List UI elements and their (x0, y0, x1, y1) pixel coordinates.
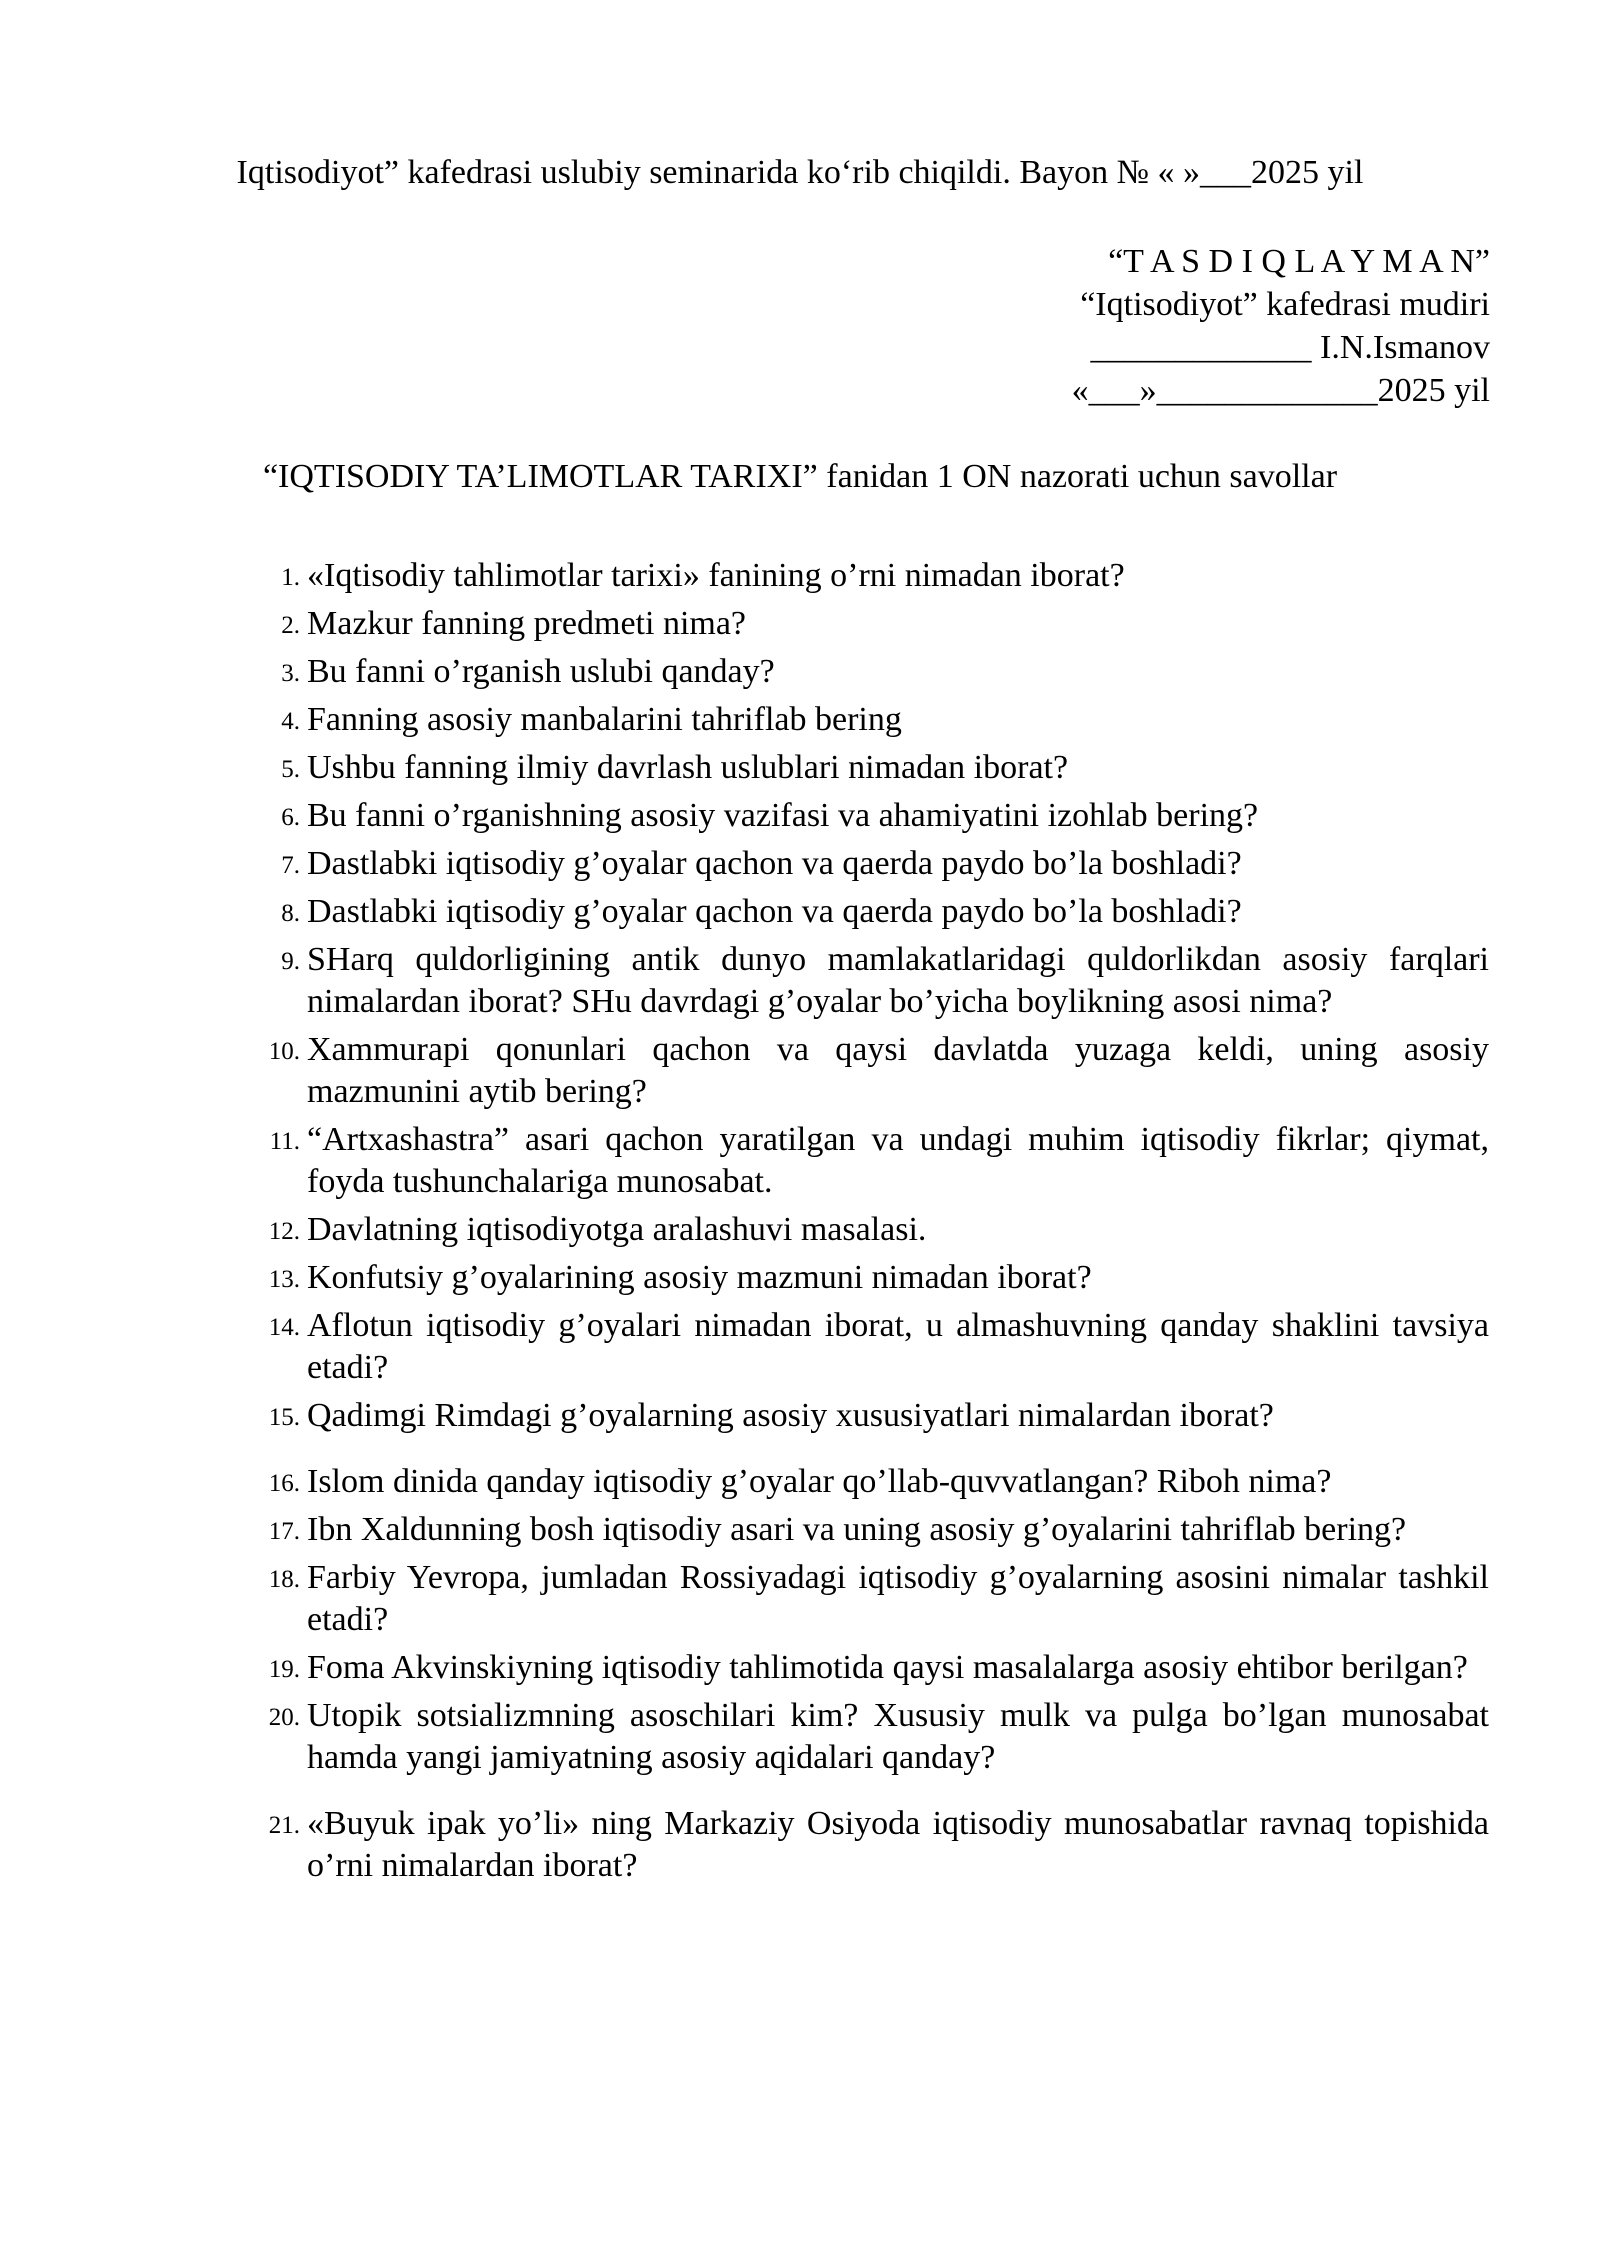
question-item (268, 1029, 1489, 1113)
question-number: 8. (281, 900, 300, 927)
question-text: Qadimgi Rimdagi g’oyalarning asosiy xususiyatlari nimalardan iborat? (307, 1397, 1274, 1434)
approval-position: “Iqtisodiyot” kafedrasi mudiri (1080, 286, 1490, 323)
question-number: 21. (268, 1812, 300, 1839)
question-text: «Iqtisodiy tahlimotlar tarixi» fanining o’rni nimadan iborat? (307, 557, 1125, 594)
question-number: 20. (268, 1704, 300, 1731)
question-number: 10. (268, 1038, 300, 1065)
question-number: 19. (268, 1656, 300, 1683)
question-number: 18. (268, 1566, 300, 1593)
question-item (268, 1209, 1489, 1251)
question-text: «Buyuk ipak yo’li» ning Markaziy Osiyoda iqtisodiy munosabatlar ravnaq topishida o’rni nimalardan iborat? (307, 1805, 1489, 1884)
question-number: 12. (268, 1218, 300, 1245)
question-number: 15. (268, 1404, 300, 1431)
question-item (268, 1461, 1489, 1503)
approval-signature: _____________ I.N.Ismanov (1090, 329, 1490, 366)
question-number: 13. (268, 1266, 300, 1293)
question-item (268, 1257, 1489, 1299)
question-text: Islom dinida qanday iqtisodiy g’oyalar qo’llab-quvvatlangan? Riboh nima? (307, 1463, 1332, 1500)
question-item (281, 699, 1489, 741)
question-text: Bu fanni o’rganish uslubi qanday? (307, 653, 775, 690)
question-item (268, 1395, 1489, 1437)
question-text: Ushbu fanning ilmiy davrlash uslublari nimadan iborat? (307, 749, 1069, 786)
question-item (281, 555, 1489, 597)
question-item (281, 651, 1489, 693)
question-number: 7. (281, 852, 300, 879)
question-item (268, 1803, 1489, 1887)
question-number: 5. (281, 756, 300, 783)
question-text: Ibn Xaldunning bosh iqtisodiy asari va uning asosiy g’oyalarini tahriflab bering? (307, 1511, 1407, 1548)
question-number: 4. (281, 708, 300, 735)
question-item (281, 747, 1489, 789)
question-text: Mazkur fanning predmeti nima? (307, 605, 747, 642)
question-text: Bu fanni o’rganishning asosiy vazifasi va ahamiyatini izohlab bering? (307, 797, 1259, 834)
question-item (268, 1647, 1489, 1689)
question-item (281, 891, 1489, 933)
question-number: 14. (268, 1314, 300, 1341)
question-item (268, 1305, 1489, 1389)
question-text: Konfutsiy g’oyalarining asosiy mazmuni nimadan iborat? (307, 1259, 1092, 1296)
question-item (281, 603, 1489, 645)
question-number: 16. (268, 1470, 300, 1497)
question-text: Aflotun iqtisodiy g’oyalari nimadan iborat, u almashuvning qanday shaklini tavsiya etadi? (307, 1307, 1489, 1386)
question-number: 17. (268, 1518, 300, 1545)
question-item (281, 795, 1489, 837)
question-text: “Artxashastra” asari qachon yaratilgan va undagi muhim iqtisodiy fikrlar; qiymat, foyda tushunchalariga munosabat. (307, 1121, 1489, 1200)
approval-block (1072, 240, 1490, 412)
approval-date: «___»_____________2025 yil (1071, 372, 1490, 409)
approval-title: “T A S D I Q L A Y M A N” (1108, 243, 1490, 280)
question-text: Fanning asosiy manbalarini tahriflab bering (307, 701, 902, 738)
document-title: “IQTISODIY TA’LIMOTLAR TARIXI” fanidan 1 ON nazorati uchun savollar (262, 458, 1338, 495)
question-text: Davlatning iqtisodiyotga aralashuvi masalasi. (307, 1211, 927, 1248)
question-number: 6. (281, 804, 300, 831)
question-text: SHarq quldorligining antik dunyo mamlakatlaridagi quldorlikdan asosiy farqlari nimalardan iborat? SHu davrdagi g’oyalar bo’yicha boylikning asosi nima? (307, 941, 1489, 1020)
question-number: 1. (281, 564, 300, 591)
question-number: 2. (281, 612, 300, 639)
question-number: 3. (281, 660, 300, 687)
questions-list (0, 555, 1600, 1893)
question-item (268, 1509, 1489, 1551)
question-number: 11. (269, 1128, 300, 1155)
question-item (268, 1557, 1489, 1641)
question-text: Farbiy Yevropa, jumladan Rossiyadagi iqtisodiy g’oyalarning asosini nimalar tashkil etadi? (307, 1559, 1489, 1638)
question-text: Xammurapi qonunlari qachon va qaysi davlatda yuzaga keldi, uning asosiy mazmunini aytib bering? (307, 1031, 1489, 1110)
question-text: Dastlabki iqtisodiy g’oyalar qachon va qaerda paydo bo’la boshladi? (307, 893, 1242, 930)
seminar-review-line: Iqtisodiyot” kafedrasi uslubiy seminarida ko‘rib chiqildi. Bayon № « »___2025 yil (236, 154, 1364, 191)
question-text: Dastlabki iqtisodiy g’oyalar qachon va qaerda paydo bo’la boshladi? (307, 845, 1242, 882)
question-text: Utopik sotsializmning asoschilari kim? Xususiy mulk va pulga bo’lgan munosabat hamda yangi jamiyatning asosiy aqidalari qanday? (307, 1697, 1489, 1776)
question-text: Foma Akvinskiyning iqtisodiy tahlimotida qaysi masalalarga asosiy ehtibor berilgan? (307, 1649, 1468, 1686)
question-number: 9. (281, 948, 300, 975)
question-item (268, 1695, 1489, 1779)
question-item (269, 1119, 1489, 1203)
question-item (281, 939, 1489, 1023)
question-item (281, 843, 1489, 885)
